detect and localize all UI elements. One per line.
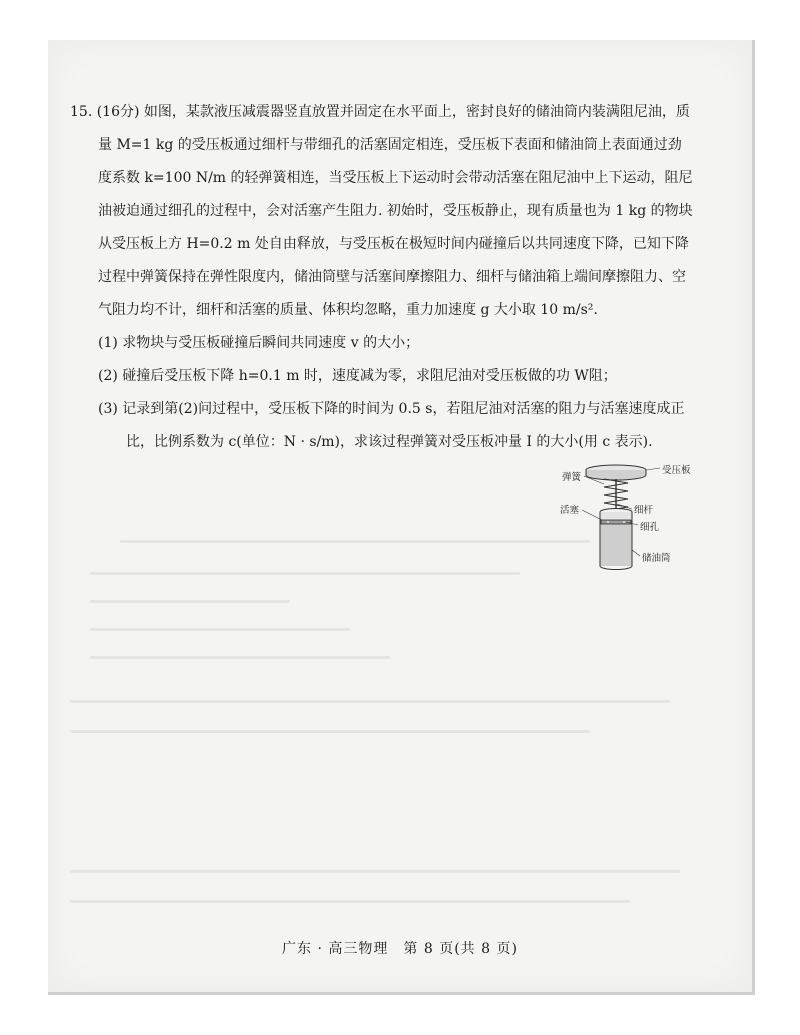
stem-line: 油被迫通过细孔的过程中，会对活塞产生阻力. 初始时，受压板静止，现有质量也为 1 kg 的物块 — [98, 203, 693, 219]
label-plate: 受压板 — [662, 465, 691, 476]
stem-line: 气阻力均不计，细杆和活塞的质量、体积均忽略，重力加速度 g 大小取 10 m/s². — [98, 302, 598, 318]
bleed-through-mark — [90, 572, 520, 575]
label-cylinder: 储油筒 — [642, 553, 671, 564]
shock-absorber-diagram — [548, 462, 698, 574]
bleed-through-mark — [70, 870, 680, 873]
stem-line: 量 M=1 kg 的受压板通过细杆与带细孔的活塞固定相连，受压板下表面和储油筒上表面通过劲 — [98, 137, 682, 153]
bleed-through-mark — [90, 656, 390, 659]
label-piston: 活塞 — [560, 505, 580, 516]
cylinder-bottom — [600, 566, 632, 570]
bleed-through-mark — [90, 628, 350, 631]
bleed-through-mark — [70, 700, 670, 703]
problem-15 — [70, 96, 710, 459]
question-2: (2) 碰撞后受压板下降 h=0.1 m 时，速度减为零，求阻尼油对受压板做的功 W阻； — [98, 368, 617, 384]
bleed-through-mark — [120, 540, 590, 543]
bleed-through-mark — [90, 600, 290, 603]
stem-line: 从受压板上方 H=0.2 m 处自由释放，与受压板在极短时间内碰撞后以共同速度下降，已知下降 — [98, 236, 689, 252]
bleed-through-mark — [70, 900, 630, 903]
leader-piston — [582, 510, 602, 520]
label-rod: 细杆 — [634, 505, 654, 516]
problem-number: 15. — [70, 104, 93, 120]
problem-stem — [70, 96, 710, 129]
oil-fill — [600, 522, 632, 566]
stem-line: 如图，某款液压减震器竖直放置并固定在水平面上，密封良好的储油筒内装满阻尼油，质 — [143, 104, 690, 120]
problem-points: (16分) — [96, 104, 140, 120]
bleed-through-mark — [70, 730, 590, 733]
question-1: (1) 求物块与受压板碰撞后瞬间共同速度 v 的大小； — [98, 335, 420, 351]
leader-plate — [646, 468, 660, 470]
leader-cylinder — [632, 550, 640, 556]
stem-line: 过程中弹簧保持在弹性限度内，储油筒壁与活塞间摩擦阻力、细杆与储油箱上端间摩擦阻力、空 — [98, 269, 686, 285]
page-footer: 广东 · 高三物理 第 8 页(共 8 页) — [282, 941, 518, 957]
hole-dot — [623, 521, 625, 523]
label-hole: 细孔 — [640, 522, 660, 533]
hole-dot — [607, 521, 609, 523]
label-spring: 弹簧 — [562, 472, 582, 483]
question-3: (3) 记录到第(2)问过程中，受压板下降的时间为 0.5 s，若阻尼油对活塞的阻力与活塞速度成正 — [98, 401, 685, 417]
question-3-continued: 比，比例系数为 c(单位：N · s/m)，求该过程弹簧对受压板冲量 I 的大小(用 c 表示). — [126, 434, 653, 450]
stem-line: 度系数 k=100 N/m 的轻弹簧相连，当受压板上下运动时会带动活塞在阻尼油中上下运动，阻尼 — [98, 170, 693, 186]
plate-side — [586, 470, 646, 480]
